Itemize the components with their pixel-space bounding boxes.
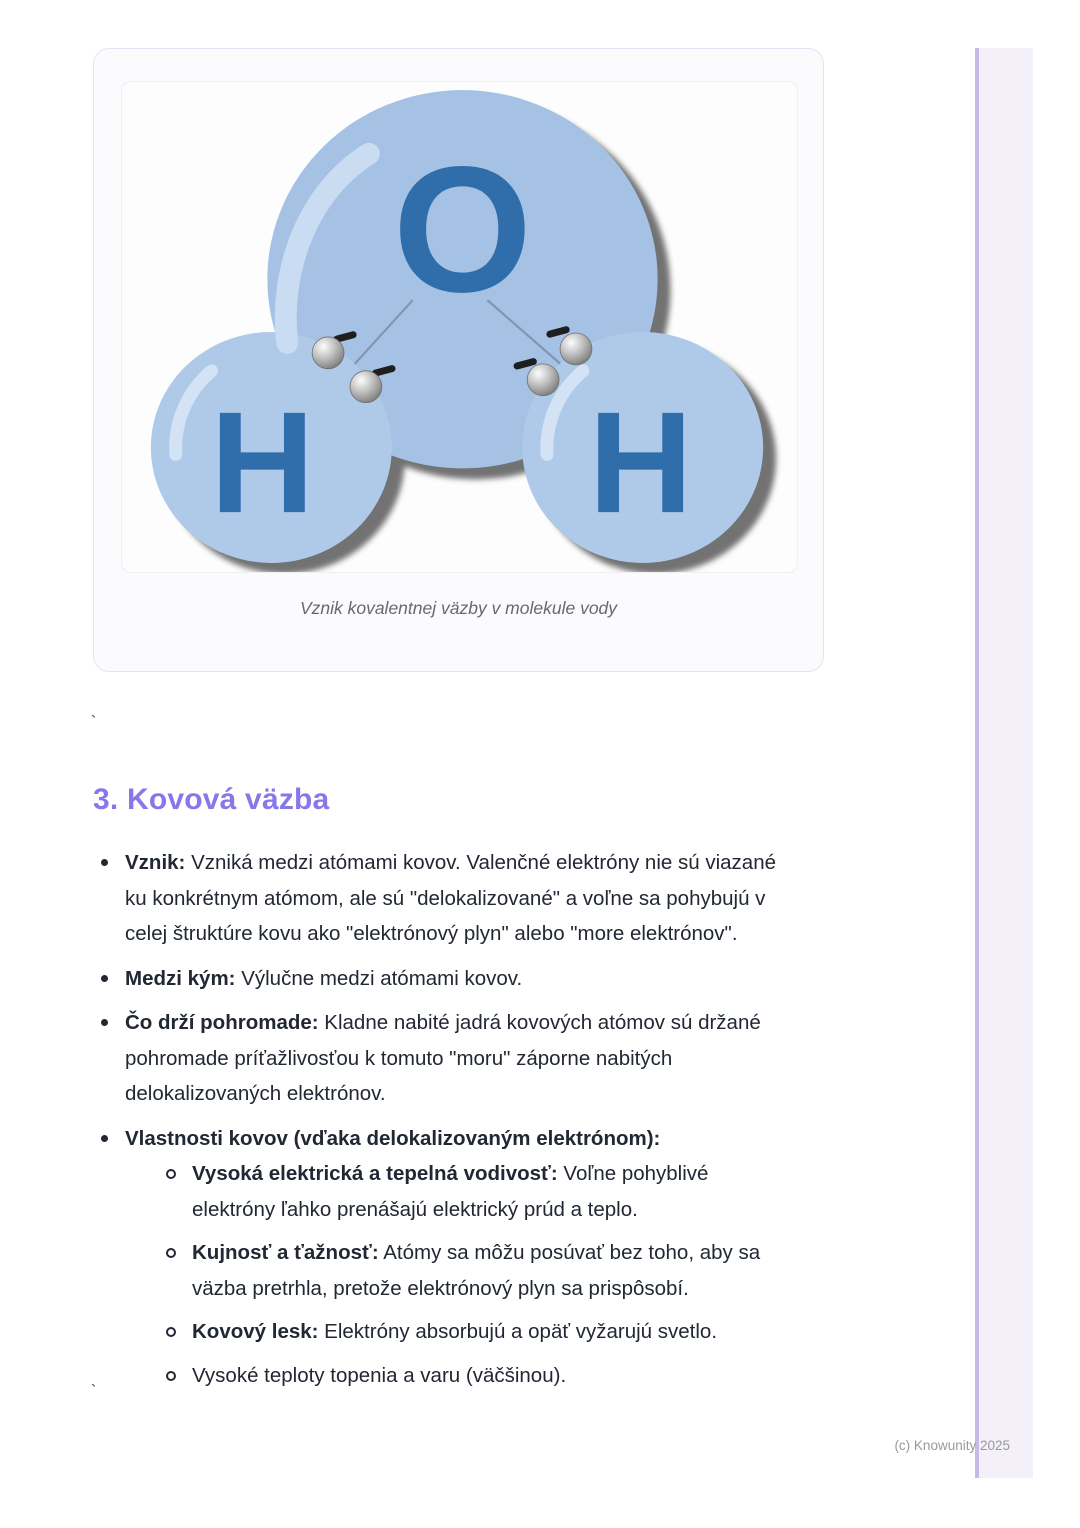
bullet-label: Vysoká elektrická a tepelná vodivosť: [192, 1162, 558, 1185]
copyright-text: (c) Knowunity 2025 [894, 1438, 1010, 1453]
bullet-dot-icon [101, 975, 108, 982]
bullet-text: Atómy sa môžu posúvať bez toho, aby sa väzba pretrhla, pretože elektrónový plyn sa prispôsobí. [192, 1241, 761, 1300]
bullet-label: Kujnosť a ťažnosť: [192, 1241, 379, 1264]
water-molecule-figure [121, 81, 798, 573]
bullet-text: Výlučne medzi atómami kovov. [235, 966, 523, 990]
sub-list-item [157, 1235, 793, 1306]
sub-list-item [157, 1358, 793, 1394]
list-item-content [125, 1011, 761, 1105]
stray-backtick-bottom: ` [91, 1383, 97, 1400]
bullet-label: Kovový lesk: [192, 1320, 319, 1343]
bullet-circle-icon [166, 1327, 176, 1337]
stray-backtick-top: ` [91, 714, 97, 731]
hydrogen-letter-left: H [210, 381, 315, 544]
bullet-text: Vzniká medzi atómami kovov. Valenčné elektróny nie sú viazané ku konkrétnym atómom, ale sú "delokalizované" a voľne sa pohybujú v celej štruktúre kovu ako "elektrónový plyn" alebo "more elektrónov". [125, 851, 776, 945]
list-item-content [125, 851, 776, 945]
list-item-content [192, 1364, 566, 1387]
hydrogen-letter-right: H [588, 381, 693, 544]
bullet-circle-icon [166, 1248, 176, 1258]
bullet-text: Elektróny absorbujú a opäť vyžarujú svetlo. [318, 1320, 718, 1343]
bullet-circle-icon [166, 1169, 176, 1179]
list-item-content [125, 1127, 660, 1150]
list-item [93, 1121, 793, 1394]
bullet-text: Voľne pohyblivé elektróny ľahko prenášajú elektrický prúd a teplo. [192, 1162, 709, 1221]
bullet-label: Vlastnosti kovov (vďaka delokalizovaným elektrónom): [125, 1126, 661, 1150]
list-item-content [125, 967, 522, 990]
section-bullet-list [93, 845, 793, 1402]
list-item-content [192, 1241, 760, 1300]
sub-list-item [157, 1156, 793, 1227]
bullet-label: Čo drží pohromade: [125, 1011, 319, 1034]
water-molecule-illustration [122, 82, 797, 572]
bullet-dot-icon [101, 1135, 108, 1142]
figure-card [93, 48, 824, 672]
bullet-circle-icon [166, 1371, 176, 1381]
bullet-label: Medzi kým: [125, 966, 236, 990]
page-side-strip [975, 48, 1033, 1478]
list-item-content [192, 1162, 708, 1221]
bullet-dot-icon [101, 859, 108, 866]
oxygen-letter: O [392, 129, 533, 330]
bullet-label: Vznik: [125, 851, 186, 874]
list-item-content [192, 1320, 717, 1343]
section-heading: 3. Kovová väzba [93, 783, 330, 816]
sub-list-item [157, 1314, 793, 1350]
figure-caption: Vznik kovalentnej väzby v molekule vody [299, 598, 618, 618]
bullet-text: Kladne nabité jadrá kovových atómov sú držané pohromade príťažlivosťou k tomuto "moru" záporne nabitých delokalizovaných elektrónov. [125, 1011, 761, 1105]
list-item [93, 845, 793, 952]
bullet-text: Vysoké teploty topenia a varu (väčšinou). [192, 1363, 567, 1387]
list-item [93, 1005, 793, 1112]
bullet-dot-icon [101, 1019, 108, 1026]
list-item [93, 961, 793, 997]
